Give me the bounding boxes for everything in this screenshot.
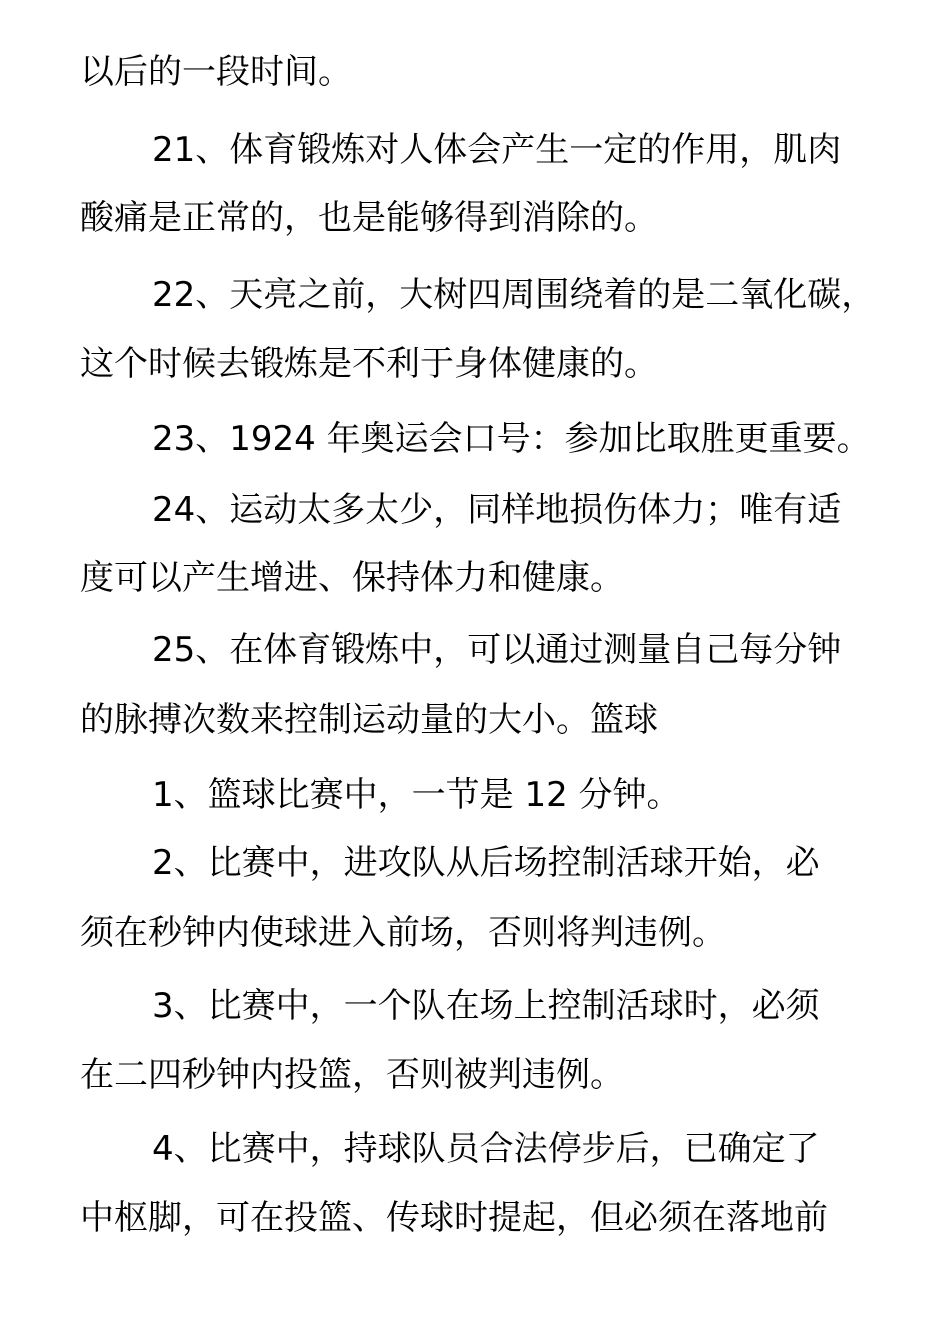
text-line: 4、比赛中，持球队员合法停步后，已确定了 xyxy=(152,1129,820,1169)
text-line: 22、天亮之前，大树四周围绕着的是二氧化碳， xyxy=(152,275,876,315)
text-line: 须在秒钟内使球进入前场，否则将判违例。 xyxy=(80,913,726,953)
text-line: 3、比赛中，一个队在场上控制活球时，必须 xyxy=(152,986,820,1026)
text-line: 在二四秒钟内投篮，否则被判违例。 xyxy=(80,1055,624,1095)
text-line: 的脉搏次数来控制运动量的大小。篮球 xyxy=(80,700,658,740)
text-line: 2、比赛中，进攻队从后场控制活球开始，必 xyxy=(152,843,820,883)
text-line: 21、体育锻炼对人体会产生一定的作用，肌肉 xyxy=(152,130,842,170)
text-line: 23、1924 年奥运会口号：参加比取胜更重要。 xyxy=(152,419,871,459)
text-line: 酸痛是正常的，也是能够得到消除的。 xyxy=(80,198,658,238)
text-line: 这个时候去锻炼是不利于身体健康的。 xyxy=(80,344,658,384)
text-line: 24、运动太多太少，同样地损伤体力；唯有适 xyxy=(152,490,842,530)
text-line: 中枢脚，可在投篮、传球时提起，但必须在落地前 xyxy=(80,1198,828,1238)
text-line: 1、篮球比赛中，一节是 12 分钟。 xyxy=(152,775,681,815)
text-line: 以后的一段时间。 xyxy=(80,52,352,92)
text-line: 25、在体育锻炼中，可以通过测量自己每分钟 xyxy=(152,630,842,670)
text-line: 度可以产生增进、保持体力和健康。 xyxy=(80,558,624,598)
